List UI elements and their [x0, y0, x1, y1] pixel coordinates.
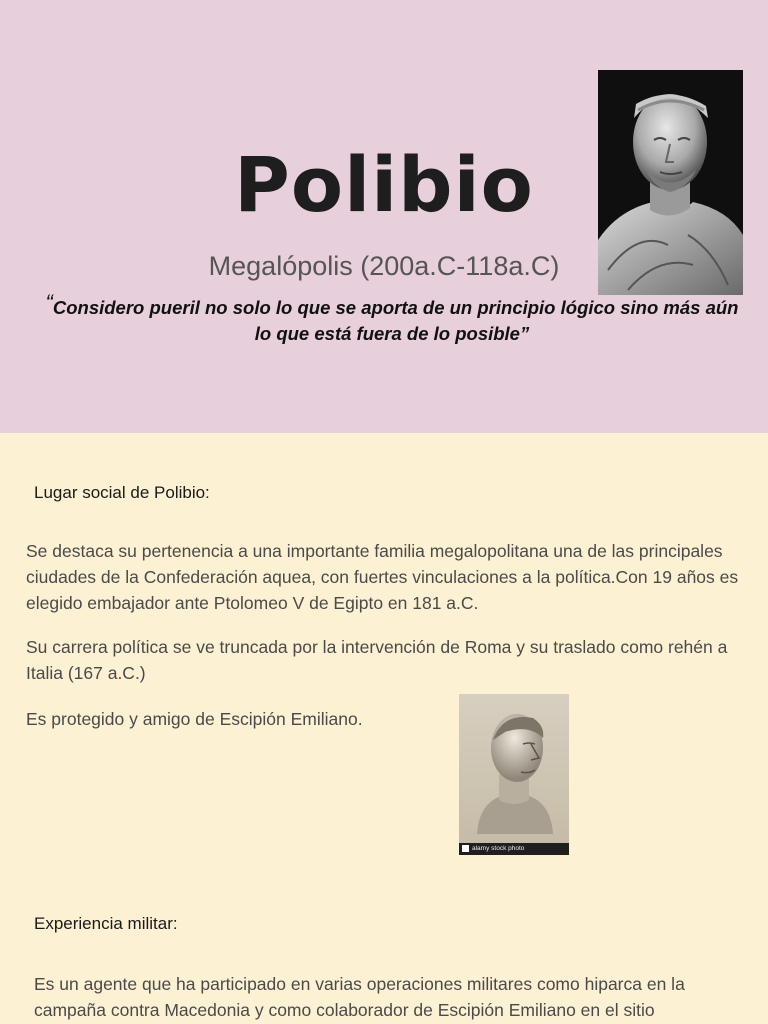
paragraph-career: Su carrera política se ve truncada por la intervención de Roma y su traslado como rehén a Italia (167 a.C.) [26, 637, 728, 683]
section-heading-social: Lugar social de Polibio: [34, 483, 210, 502]
engraving-image [459, 694, 569, 855]
section-heading-military: Experiencia militar: [34, 914, 178, 933]
page-title: Polibio [234, 140, 534, 229]
engraving-drawing [459, 694, 569, 855]
paragraph-family: Se destaca su pertenencia a una importante familia megalopolitana una de las principales ciudades de la Confederación aquea, con fuertes vinculaciones a la política.Con 19 años es elegido embajador ante Ptolomeo V de Egipto en 181 a.C. [26, 541, 739, 613]
page-subtitle: Megalópolis (200a.C-118a.C) [208, 251, 560, 281]
paragraph-protege: Es protegido y amigo de Escipión Emiliano. [26, 709, 363, 729]
bust-portrait-drawing [598, 70, 743, 295]
quote [42, 290, 742, 347]
quote-open-mark: “ [45, 290, 53, 315]
bust-portrait-image [598, 70, 743, 295]
alamy-watermark: alamy stock photo [472, 845, 525, 852]
paragraph-military: Es un agente que ha participado en varias operaciones militares como hiparca en la campaña contra Macedonia y como colaborador de Escipión Emiliano en el sitio [34, 974, 685, 1020]
quote-text: Considero pueril no solo lo que se aporta de un principio lógico sino más aún lo que está fuera de lo posible” [52, 297, 739, 344]
